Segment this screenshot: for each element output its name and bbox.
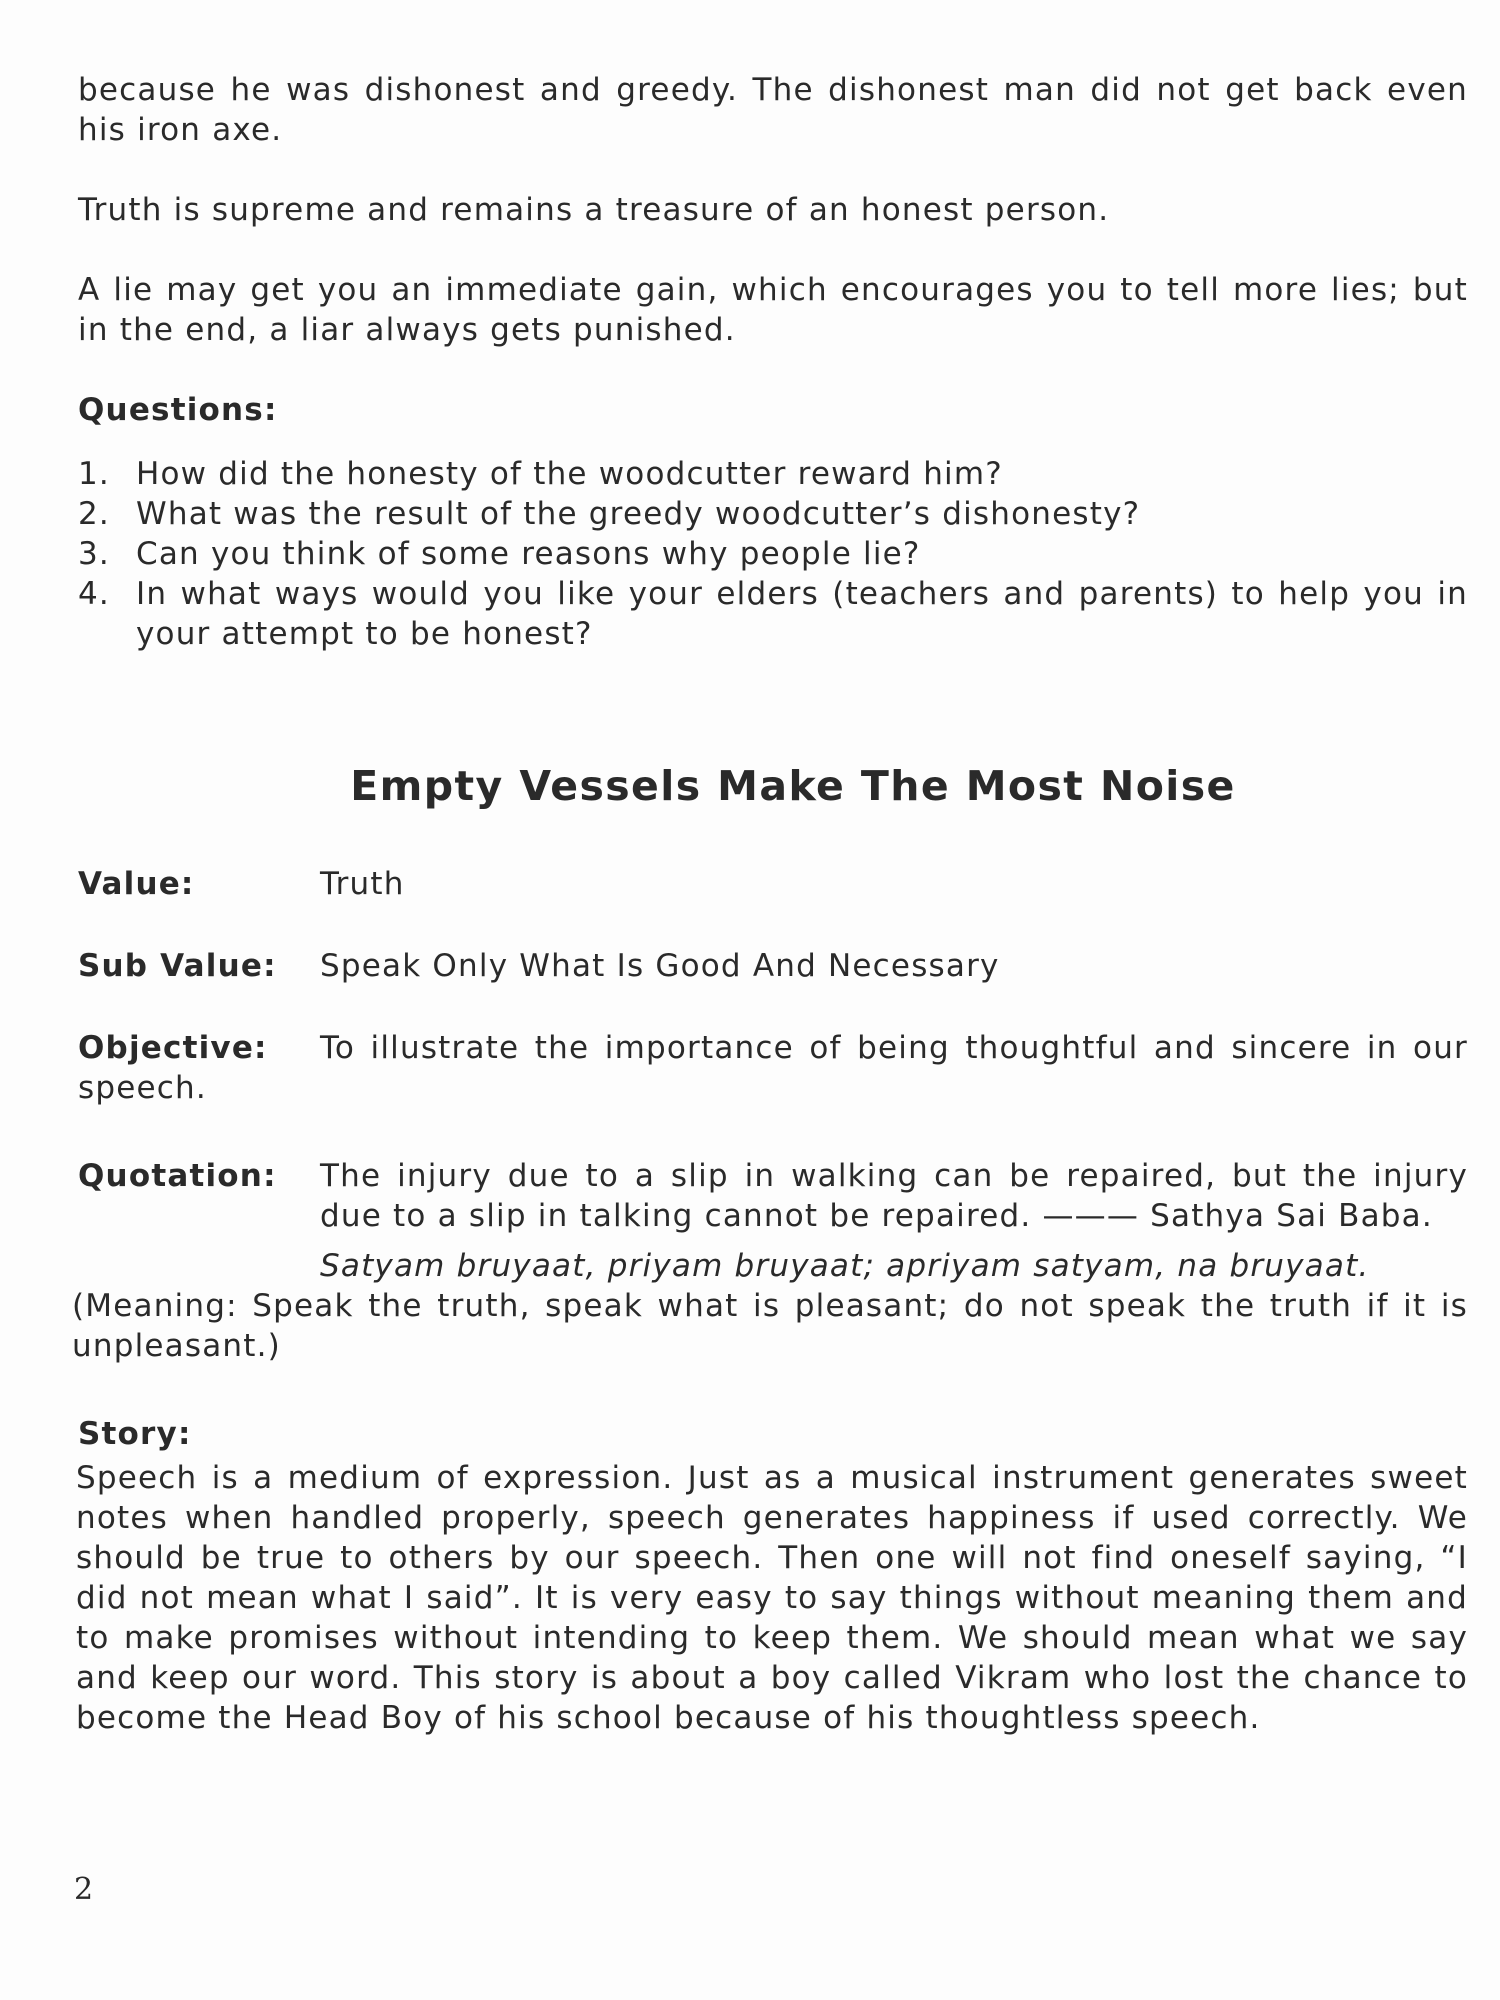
intro-paragraph-3: A lie may get you an immediate gain, which encourages you to tell more lies; but in the end, a liar always gets punished. bbox=[78, 272, 1468, 348]
value-text: Truth bbox=[320, 866, 405, 902]
question-text: Can you think of some reasons why people lie? bbox=[136, 536, 921, 572]
story-title: Empty Vessels Make The Most Noise bbox=[350, 762, 1236, 810]
quotation-label: Quotation: bbox=[78, 1158, 277, 1194]
objective-text: To illustrate the importance of being thoughtful and sincere in our speech. bbox=[78, 1030, 1468, 1106]
subvalue-row bbox=[78, 946, 1468, 986]
question-text: What was the result of the greedy woodcutter’s dishonesty? bbox=[136, 496, 1141, 532]
question-number: 3. bbox=[78, 536, 110, 572]
question-item-2 bbox=[78, 494, 1468, 534]
value-row bbox=[78, 864, 1468, 904]
story-text: Speech is a medium of expression. Just as a musical instrument generates sweet notes when handled properly, speech generates happiness if used correctly. We should be true to others by our speech. Then one will not find oneself saying, “I did not mean what I said”. It is very easy to say things without meaning them and to make promises without intending to keep them. We should mean what we say and keep our word. This story is about a boy called Vikram who lost the chance to become the Head Boy of his school because of his thoughtless speech. bbox=[76, 1460, 1468, 1736]
question-item-1 bbox=[78, 454, 1468, 494]
sanskrit-meaning: (Meaning: Speak the truth, speak what is pleasant; do not speak the truth if it is unpleasant.) bbox=[72, 1288, 1468, 1364]
document-page bbox=[72, 70, 1468, 1738]
question-text: In what ways would you like your elders (teachers and parents) to help you in your attempt to be honest? bbox=[136, 576, 1468, 652]
page-number: 2 bbox=[74, 1872, 94, 1907]
subvalue-text: Speak Only What Is Good And Necessary bbox=[320, 948, 1000, 984]
value-label: Value: bbox=[78, 866, 195, 902]
quotation-text: The injury due to a slip in walking can be repaired, but the injury due to a slip in talking cannot be repaired. ——— Sathya Sai Baba. bbox=[320, 1158, 1468, 1234]
subvalue-label: Sub Value: bbox=[78, 948, 277, 984]
question-number: 2. bbox=[78, 496, 110, 532]
sanskrit-verse: Satyam bruyaat, priyam bruyaat; apriyam satyam, na bruyaat. bbox=[320, 1248, 1370, 1284]
objective-row bbox=[78, 1028, 1468, 1108]
question-number: 4. bbox=[78, 576, 110, 612]
question-text: How did the honesty of the woodcutter reward him? bbox=[136, 456, 1003, 492]
objective-label: Objective: bbox=[78, 1030, 268, 1066]
question-number: 1. bbox=[78, 456, 110, 492]
intro-paragraph-1: because he was dishonest and greedy. The dishonest man did not get back even his iron axe. bbox=[78, 72, 1468, 148]
question-item-4 bbox=[78, 574, 1468, 654]
story-label: Story: bbox=[78, 1416, 192, 1452]
questions-heading: Questions: bbox=[78, 392, 278, 428]
intro-paragraph-2: Truth is supreme and remains a treasure of an honest person. bbox=[78, 192, 1110, 228]
questions-list bbox=[78, 454, 1468, 654]
question-item-3 bbox=[78, 534, 1468, 574]
quotation-row bbox=[78, 1156, 1468, 1236]
